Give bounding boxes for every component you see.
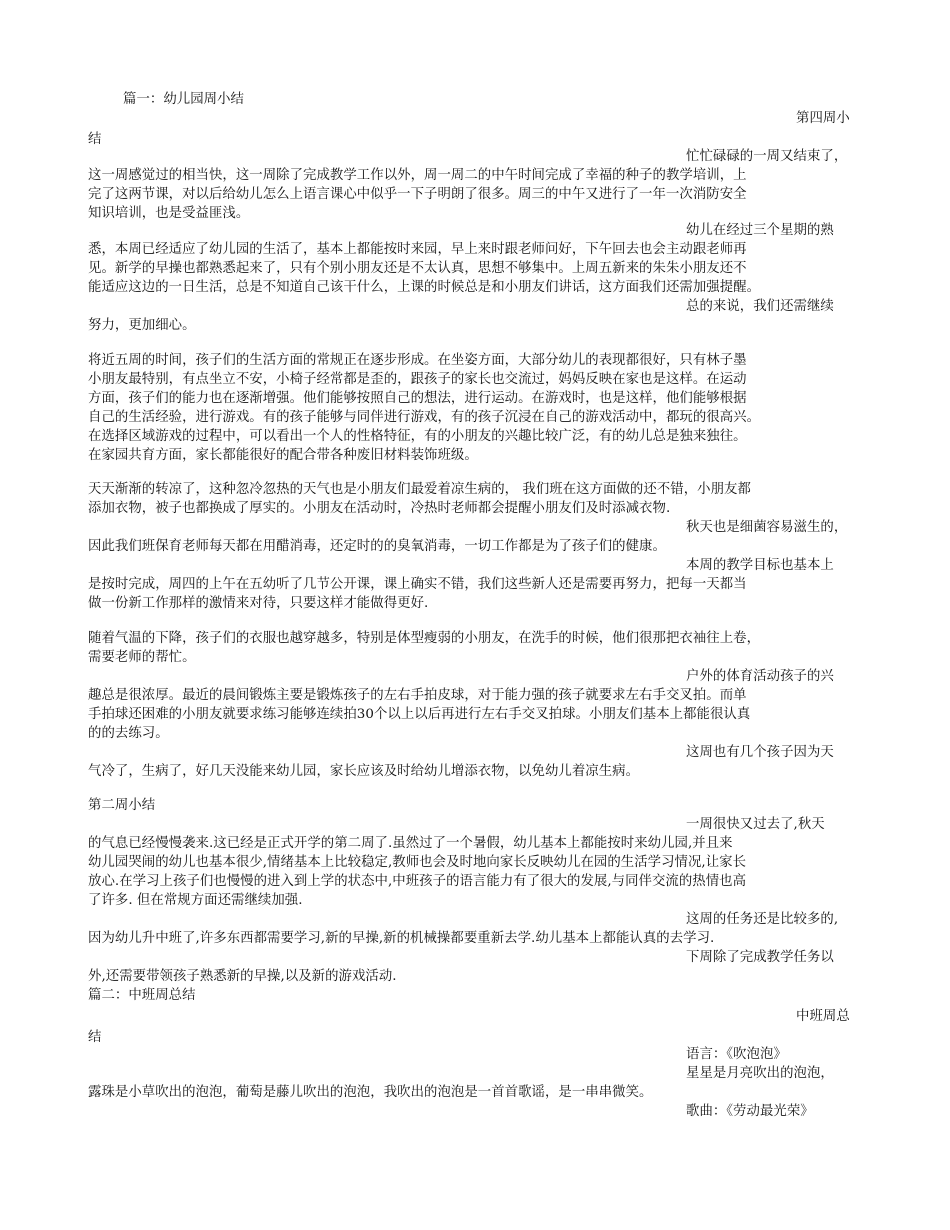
paragraph-line: 添加衣物，被子也都换成了厚实的。小朋友在活动时，冷热时老师都会提醒小朋友们及时添减衣物. <box>88 501 671 516</box>
paragraph-line: 秋天也是细菌容易滋生的， <box>686 520 848 535</box>
paragraph-line: 户外的体育活动孩子的兴 <box>686 669 834 684</box>
paragraph-line: 歌曲：《劳动最光荣》 <box>686 1104 814 1119</box>
paragraph-line: 趣总是很浓厚。最近的晨间锻炼主要是锻炼孩子的左右手拍皮球，对于能力强的孩子就要求左右手交叉拍。而单 <box>88 688 747 703</box>
paragraph-line: 需要老师的帮忙。 <box>88 650 196 665</box>
paragraph-line: 天天渐渐的转凉了，这种忽冷忽热的天气也是小朋友们最爱着凉生病的， 我们班在这方面做的还不错，小朋友都 <box>88 482 751 497</box>
paragraph-line: 气冷了，生病了，好几天没能来幼儿园，家长应该及时给幼儿增添衣物，以免幼儿着凉生病。 <box>88 764 640 779</box>
paragraph-line: 了许多. 但在常规方面还需继续加强. <box>88 893 303 908</box>
section-heading: 篇二：中班周总结 <box>88 988 196 1003</box>
paragraph-line: 完了这两节课，对以后给幼儿怎么上语言课心中似乎一下子明朗了很多。周三的中午又进行了一年一次消防安全 <box>88 187 747 202</box>
paragraph-line: 露珠是小草吹出的泡泡，葡萄是藤儿吹出的泡泡，我吹出的泡泡是一首首歌谣，是一串串微笑。 <box>88 1085 653 1100</box>
paragraph-line: 是按时完成，周四的上午在五幼听了几节公开课，课上确实不错，我们这些新人还是需要再努力，把每一天都当 <box>88 577 747 592</box>
paragraph-line: 将近五周的时间，孩子们的生活方面的常规正在逐步形成。在坐姿方面，大部分幼儿的表现都很好，只有林子墨 <box>88 353 747 368</box>
subheading: 第二周小结 <box>88 798 156 813</box>
paragraph-line: 悉，本周已经适应了幼儿园的生活了，基本上都能按时来园，早上来时跟老师问好，下午回去也会主动跟老师再 <box>88 242 747 257</box>
paragraph-line: 本周的教学目标也基本上 <box>686 558 834 573</box>
paragraph-line: 总的来说，我们还需继续 <box>686 299 834 314</box>
paragraph-line: 因为幼儿升中班了,许多东西都需要学习,新的早操,新的机械操都要重新去学.幼儿基本上都能认真的去学习. <box>88 931 715 946</box>
paragraph-line: 努力，更加细心。 <box>88 318 196 333</box>
paragraph-line: 外,还需要带领孩子熟悉新的早操,以及新的游戏活动. <box>88 969 397 984</box>
paragraph-line: 在选择区域游戏的过程中，可以看出一个人的性格特征，有的小朋友的兴趣比较广泛，有的幼儿总是独来独往。 <box>88 429 747 444</box>
subheading: 中班周总 <box>796 1009 850 1024</box>
paragraph-line: 在家园共育方面，家长都能很好的配合带各种废旧材料装饰班级。 <box>88 448 478 463</box>
subheading: 结 <box>88 132 102 147</box>
subheading: 结 <box>88 1030 102 1045</box>
paragraph-line: 做一份新工作那样的激情来对待，只要这样才能做得更好. <box>88 596 429 611</box>
paragraph-line: 的气息已经慢慢袭来.这已经是正式开学的第二周了.虽然过了一个暑假，幼儿基本上都能按时来幼儿园,并且来 <box>88 836 733 851</box>
paragraph-line: 的的去练习。 <box>88 726 169 741</box>
subheading: 第四周小 <box>796 111 850 126</box>
paragraph-line: 能适应这边的一日生活，总是不知道自己该干什么，上课的时候总是和小朋友们讲话，这方面我们还需加强提醒。 <box>88 280 761 295</box>
paragraph-line: 放心.在学习上孩子们也慢慢的进入到上学的状态中,中班孩子的语言能力有了很大的发展,与同伴交流的热情也高 <box>88 874 747 889</box>
paragraph-line: 知识培训，也是受益匪浅。 <box>88 206 250 221</box>
paragraph-line: 见。新学的早操也都熟悉起来了，只有个别小朋友还是不太认真，思想不够集中。上周五新来的朱朱小朋友还不 <box>88 261 747 276</box>
paragraph-line: 语言：《吹泡泡》 <box>686 1047 787 1062</box>
paragraph-line: 自己的生活经验，进行游戏。有的孩子能够与同伴进行游戏，有的孩子沉浸在自己的游戏活动中，都玩的很高兴。 <box>88 410 761 425</box>
paragraph-line: 幼儿园哭闹的幼儿也基本很少,情绪基本上比较稳定,教师也会及时地向家长反映幼儿在园的生活学习情况,让家长 <box>88 855 747 870</box>
paragraph-line: 一周很快又过去了,秋天 <box>686 817 825 832</box>
paragraph-line: 星星是月亮吹出的泡泡， <box>686 1066 834 1081</box>
paragraph-line: 下周除了完成教学任务以 <box>686 950 834 965</box>
paragraph-line: 因此我们班保育老师每天都在用醋消毒，还定时的的臭氧消毒，一切工作都是为了孩子们的健康。 <box>88 539 666 554</box>
paragraph-line: 随着气温的下降，孩子们的衣服也越穿越多，特别是体型瘦弱的小朋友，在洗手的时候，他们很那把衣袖往上卷， <box>88 631 761 646</box>
section-heading: 篇一：幼儿园周小结 <box>123 92 244 107</box>
paragraph-line: 小朋友最特别，有点坐立不安，小椅子经常都是歪的，跟孩子的家长也交流过，妈妈反映在家也是这样。在运动 <box>88 372 747 387</box>
paragraph-line: 这一周感觉过的相当快，这一周除了完成教学工作以外，周一周二的中午时间完成了幸福的种子的教学培训，上 <box>88 168 747 183</box>
paragraph-line: 忙忙碌碌的一周又结束了， <box>686 149 848 164</box>
paragraph-line: 方面，孩子们的能力也在逐渐增强。他们能够按照自己的想法，进行运动。在游戏时，也是这样，他们能够根据 <box>88 391 747 406</box>
paragraph-line: 这周的任务还是比较多的, <box>686 912 839 927</box>
paragraph-line: 这周也有几个孩子因为天 <box>686 745 834 760</box>
paragraph-line: 手拍球还困难的小朋友就要求练习能够连续拍30个以上以后再进行左右手交叉拍球。小朋友们基本上都能很认真 <box>88 707 751 722</box>
paragraph-line: 幼儿在经过三个星期的熟 <box>686 223 834 238</box>
